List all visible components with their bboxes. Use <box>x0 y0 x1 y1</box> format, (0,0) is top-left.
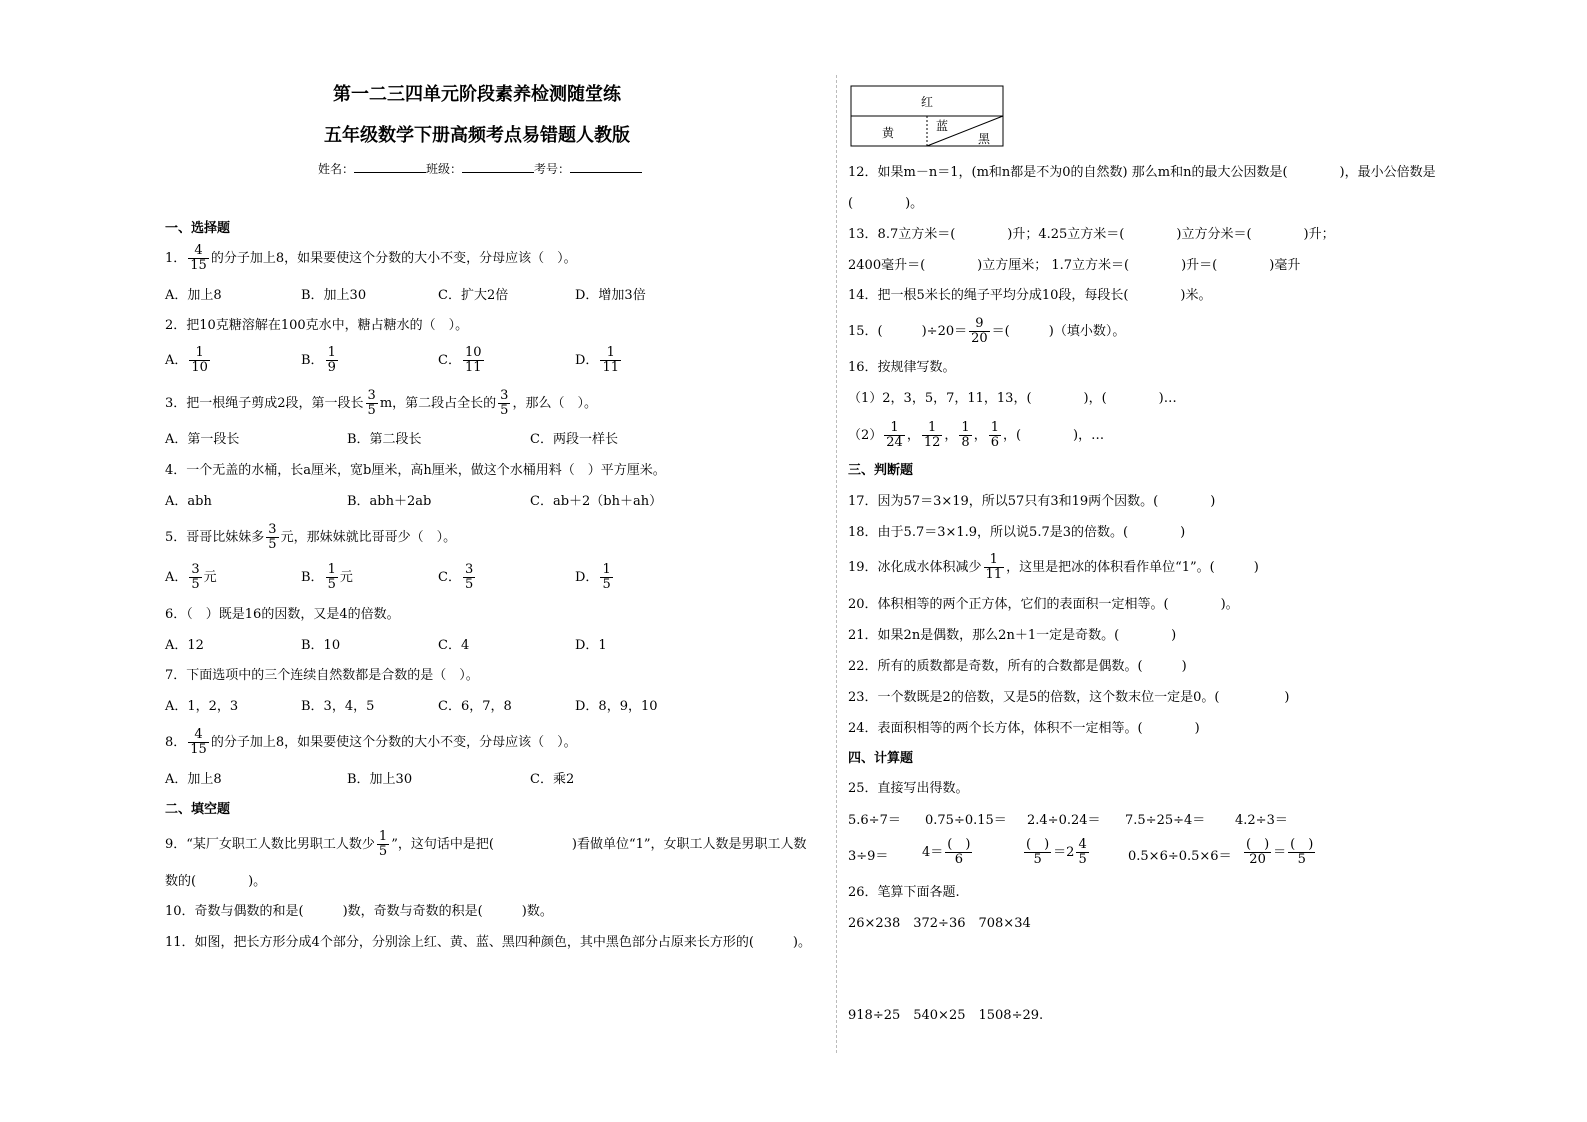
question-14: 14．把一根5米长的绳子平均分成10段，每段长( )米。 <box>848 288 1212 303</box>
question-23: 23．一个数既是2的倍数，又是5的倍数，这个数末位一定是0。( ) <box>848 690 1290 705</box>
section-choice: 一、选择题 <box>165 221 231 236</box>
question-20: 20．体积相等的两个正方体，它们的表面积一定相等。( )。 <box>848 597 1239 612</box>
exam-field[interactable] <box>570 160 642 173</box>
q4-option-a[interactable]: A．abh <box>165 494 212 509</box>
calc-item: 0.5×6÷0.5×6＝ <box>1128 849 1232 864</box>
fraction: $\frac{4}{15}$ <box>190 243 207 273</box>
q1-option-a[interactable]: A．加上8 <box>165 288 222 303</box>
q3-option-b[interactable]: B．第二段长 <box>347 432 422 447</box>
question-8: 8． $\frac{4}{15}$ 的分子加上8，如果要使这个分数的大小不变，分母应该（ ）。 <box>165 727 577 757</box>
q5-option-d[interactable]: D． $\frac{1}{5}$ <box>575 562 611 592</box>
q5-option-c[interactable]: C． $\frac{3}{5}$ <box>438 562 474 592</box>
label-red: 红 <box>920 95 934 109</box>
q7-option-b[interactable]: B．3，4，5 <box>301 699 375 714</box>
q6-option-b[interactable]: B．10 <box>301 638 341 653</box>
q2-option-a[interactable]: A． $\frac{1}{10}$ <box>165 345 208 375</box>
q6-option-d[interactable]: D．1 <box>575 638 607 653</box>
q8-option-b[interactable]: B．加上30 <box>347 772 413 787</box>
question-25: 25．直接写出得数。 <box>848 781 969 796</box>
q1-option-d[interactable]: D．增加3倍 <box>575 288 646 303</box>
question-13-cont: 2400毫升＝( )立方厘米； 1.7立方米＝( )升＝( )毫升 <box>848 258 1301 273</box>
q2-option-d[interactable]: D． $\frac{1}{11}$ <box>575 345 619 375</box>
question-16-2: （2） $\frac{1}{24}$ ， $\frac{1}{12}$ ， $\frac{1}{8}$ ， $\frac{1}{6}$ ，( )，… <box>848 420 1105 450</box>
question-6: 6．（ ）既是16的因数，又是4的倍数。 <box>165 607 400 622</box>
title-line-2: 五年级数学下册高频考点易错题人教版 <box>324 125 630 146</box>
question-1: 1． $\frac{4}{15}$ 的分子加上8，如果要使这个分数的大小不变，分母应该（ ）。 <box>165 243 577 273</box>
q8-option-c[interactable]: C．乘2 <box>530 772 575 787</box>
question-22: 22．所有的质数都是奇数，所有的合数都是偶数。( ) <box>848 659 1187 674</box>
calc-item: 7.5÷25÷4＝ <box>1125 813 1206 828</box>
q2-option-c[interactable]: C． $\frac{10}{11}$ <box>438 345 482 375</box>
name-label: 姓名： <box>318 162 355 176</box>
calc-item: 3÷9＝ <box>848 849 889 864</box>
label-blue: 蓝 <box>935 119 949 133</box>
question-3: 3．把一根绳子剪成2段，第一段长 $\frac{3}{5}$ m，第二段占全长的 $\frac{3}{5}$ ，那么（ ）。 <box>165 388 597 418</box>
q2-option-b[interactable]: B． $\frac{1}{9}$ <box>301 345 336 375</box>
q4-option-b[interactable]: B．abh＋2ab <box>347 494 432 509</box>
q7-option-c[interactable]: C．6，7，8 <box>438 699 512 714</box>
question-11: 11．如图，把长方形分成4个部分，分别涂上红、黄、蓝、黑四种颜色，其中黑色部分占原来长方形的( )。 <box>165 935 811 950</box>
q4-option-c[interactable]: C．ab＋2（bh＋ah） <box>530 494 663 509</box>
question-7: 7．下面选项中的三个连续自然数都是合数的是（ ）。 <box>165 668 479 683</box>
q7-option-d[interactable]: D．8，9，10 <box>575 699 658 714</box>
q5-option-a[interactable]: A． $\frac{3}{5}$ 元 <box>165 562 217 592</box>
q26-row-1: 26×238 372÷36 708×34 <box>848 916 1031 931</box>
exam-label: 考号： <box>534 162 571 176</box>
question-21: 21．如果2n是偶数，那么2n＋1一定是奇数。( ) <box>848 628 1177 643</box>
question-24: 24．表面积相等的两个长方体，体积不一定相等。( ) <box>848 721 1200 736</box>
name-field[interactable] <box>354 160 426 173</box>
q1-option-b[interactable]: B．加上30 <box>301 288 367 303</box>
section-judge: 三、判断题 <box>848 463 914 478</box>
question-5: 5．哥哥比妹妹多 $\frac{3}{5}$ 元，那妹妹就比哥哥少（ ）。 <box>165 522 457 552</box>
q3-option-c[interactable]: C．两段一样长 <box>530 432 618 447</box>
question-12: 12．如果m－n＝1，(m和n都是不为0的自然数) 那么m和n的最大公因数是( )，最小公倍数是 <box>848 165 1436 180</box>
question-16: 16．按规律写数。 <box>848 360 956 375</box>
title-line-1: 第一二三四单元阶段素养检测随堂练 <box>333 84 621 105</box>
q5-option-b[interactable]: B． $\frac{1}{5}$ 元 <box>301 562 353 592</box>
question-12-cont: ( )。 <box>848 196 924 211</box>
question-16-1: （1）2，3，5，7，11，13，( )，( )… <box>848 391 1177 406</box>
question-26: 26．笔算下面各题. <box>848 885 960 900</box>
calc-item: 5.6÷7＝ <box>848 813 901 828</box>
q8-option-a[interactable]: A．加上8 <box>165 772 222 787</box>
q6-option-a[interactable]: A．12 <box>165 638 204 653</box>
section-calc: 四、计算题 <box>848 751 914 766</box>
question-13: 13．8.7立方米＝( )升；4.25立方米＝( )立方分米＝( )升； <box>848 227 1335 242</box>
question-4: 4．一个无盖的水桶，长a厘米，宽b厘米，高h厘米，做这个水桶用料（ ）平方厘米。 <box>165 463 666 478</box>
question-18: 18．由于5.7＝3×1.9，所以说5.7是3的倍数。( ) <box>848 525 1186 540</box>
calc-item: 2.4÷0.24＝ <box>1027 813 1101 828</box>
rectangle-figure <box>850 85 1006 148</box>
calc-item: 4＝ $\frac{( )}{6}$ <box>922 837 971 867</box>
question-19: 19．冰化成水体积减少 $\frac{1}{11}$ ，这里是把冰的体积看作单位“1”。( ) <box>848 552 1259 582</box>
question-17: 17．因为57＝3×19，所以57只有3和19两个因数。( ) <box>848 494 1216 509</box>
q26-row-2: 918÷25 540×25 1508÷29. <box>848 1008 1044 1023</box>
question-2: 2．把10克糖溶解在100克水中，糖占糖水的（ ）。 <box>165 318 469 333</box>
section-fill: 二、填空题 <box>165 802 231 817</box>
calc-item: 4.2÷3＝ <box>1235 813 1288 828</box>
label-black: 黑 <box>977 132 991 146</box>
calc-item: $\frac{( )}{5}$ ＝2 $\frac{4}{5}$ <box>1026 837 1087 867</box>
calc-item: $\frac{( )}{20}$ ＝ $\frac{( )}{5}$ <box>1246 837 1314 867</box>
q1-option-c[interactable]: C．扩大2倍 <box>438 288 509 303</box>
question-15: 15．( )÷20＝ $\frac{9}{20}$ ＝( )（填小数）。 <box>848 316 1126 346</box>
q7-option-a[interactable]: A．1，2，3 <box>165 699 239 714</box>
column-divider <box>836 75 837 1053</box>
q3-option-a[interactable]: A．第一段长 <box>165 432 240 447</box>
calc-item: 0.75÷0.15＝ <box>925 813 1007 828</box>
question-10: 10．奇数与偶数的和是( )数，奇数与奇数的积是( )数。 <box>165 904 553 919</box>
question-9-cont: 数的( )。 <box>165 874 267 889</box>
question-9: 9．“某厂女职工人数比男职工人数少 $\frac{1}{5}$ ”，这句话中是把( )看做单位“1”，女职工人数是男职工人数 <box>165 829 807 859</box>
label-yellow: 黄 <box>881 126 895 140</box>
class-field[interactable] <box>462 160 534 173</box>
class-label: 班级： <box>426 162 463 176</box>
q6-option-c[interactable]: C．4 <box>438 638 470 653</box>
student-info-line <box>318 160 642 178</box>
